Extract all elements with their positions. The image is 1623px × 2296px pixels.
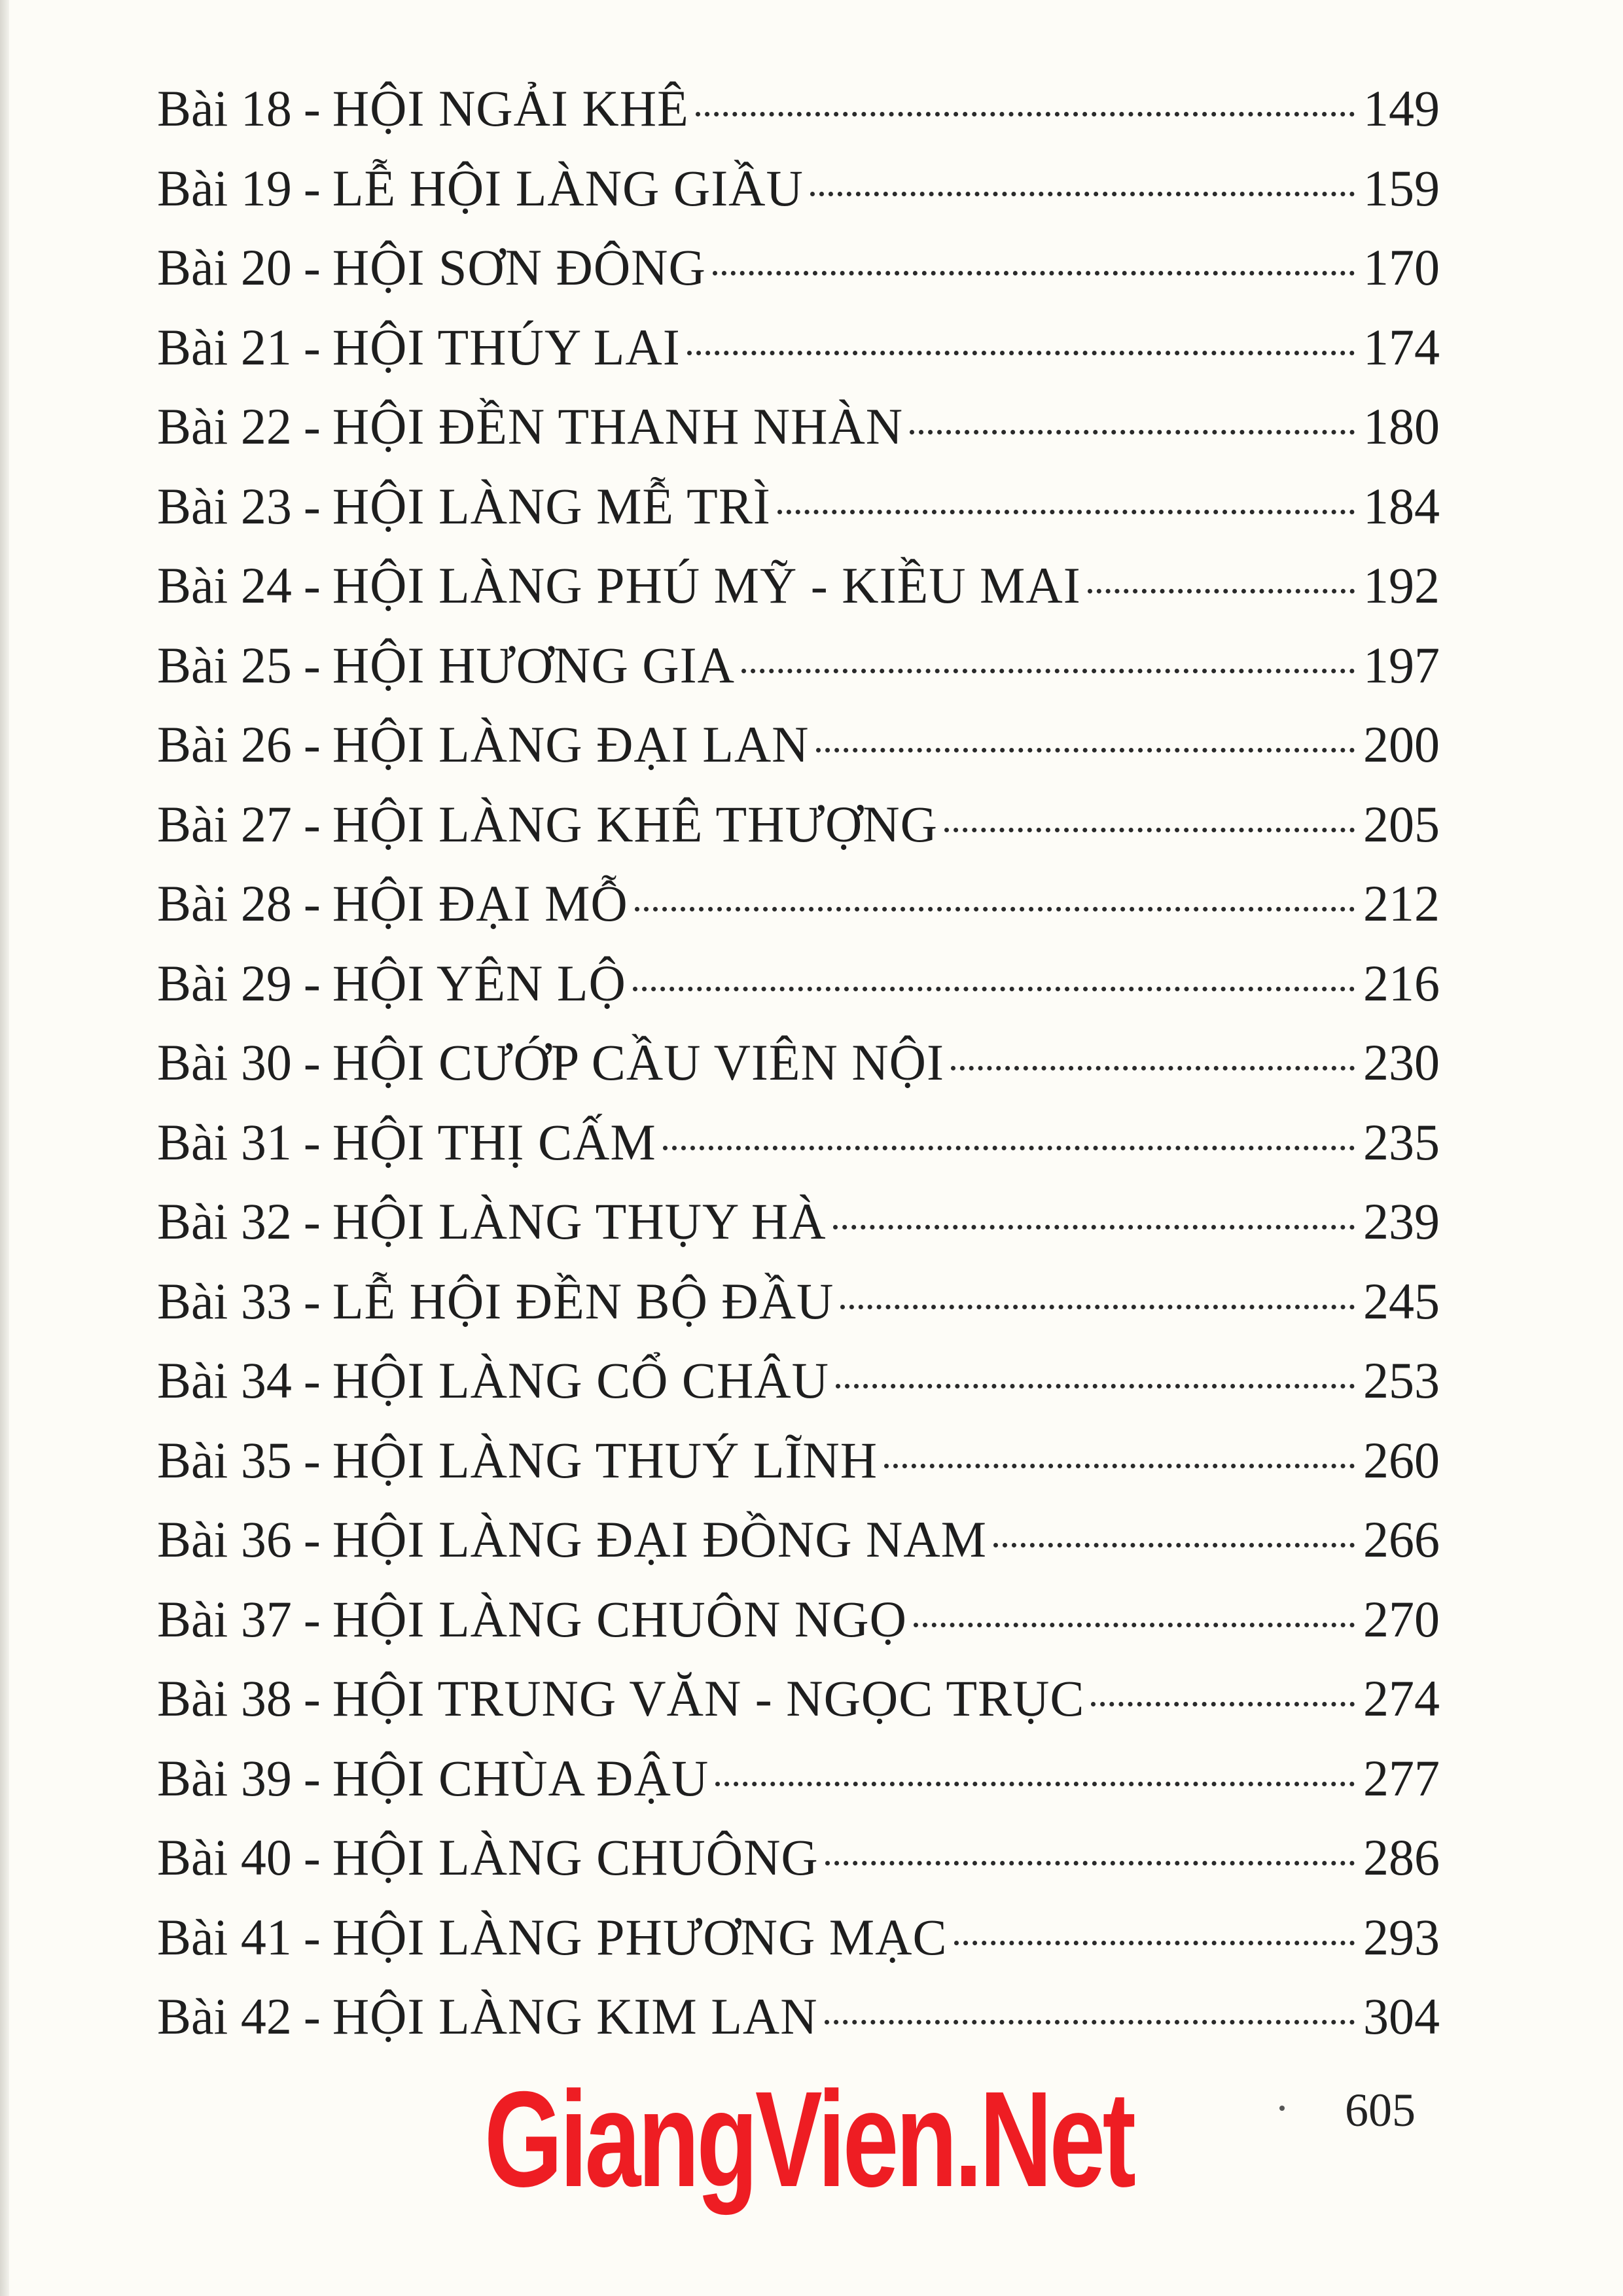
toc-entry bbox=[157, 1421, 1440, 1500]
toc-title: HỘI TRUNG VĂN - NGỌC TRỤC bbox=[332, 1670, 1085, 1727]
toc-title: HỘI NGẢI KHÊ bbox=[332, 80, 689, 137]
toc-lesson-number: Bài 23 bbox=[157, 477, 292, 535]
toc-entry bbox=[157, 1977, 1440, 2057]
toc-title: HỘI SƠN ĐÔNG bbox=[332, 239, 706, 296]
toc-dot-leader bbox=[1091, 1702, 1355, 1706]
toc-title: HỘI LÀNG CỔ CHÂU bbox=[332, 1352, 829, 1409]
toc-page-number: 192 bbox=[1363, 557, 1440, 614]
toc-dot-leader bbox=[635, 907, 1355, 911]
toc-entry bbox=[157, 1739, 1440, 1818]
toc-separator: - bbox=[303, 636, 321, 694]
toc-title: HỘI CƯỚP CẦU VIÊN NỘI bbox=[332, 1034, 944, 1091]
toc-dot-leader bbox=[633, 987, 1355, 991]
toc-separator: - bbox=[303, 1590, 321, 1648]
toc-title: HỘI THÚY LAI bbox=[332, 318, 681, 376]
toc-lesson-number: Bài 18 bbox=[157, 80, 292, 137]
toc-lesson-number: Bài 39 bbox=[157, 1749, 292, 1807]
toc-separator: - bbox=[303, 1193, 321, 1250]
toc-page-number: 239 bbox=[1363, 1193, 1440, 1250]
toc-lesson-number: Bài 27 bbox=[157, 795, 292, 853]
toc-title: HỘI LÀNG MỄ TRÌ bbox=[332, 477, 771, 535]
toc-separator: - bbox=[303, 1829, 321, 1886]
toc-title: HỘI LÀNG CHUÔN NGỌ bbox=[332, 1590, 907, 1648]
toc-page-number: 260 bbox=[1363, 1431, 1440, 1489]
toc-separator: - bbox=[303, 875, 321, 932]
toc-separator: - bbox=[303, 1272, 321, 1330]
toc-title: HỘI LÀNG CHUÔNG bbox=[332, 1829, 819, 1886]
toc-page-number: 180 bbox=[1363, 398, 1440, 455]
toc-dot-leader bbox=[884, 1464, 1355, 1468]
toc-lesson-number: Bài 42 bbox=[157, 1988, 292, 2045]
toc-title: HỘI LÀNG PHƯƠNG MẠC bbox=[332, 1908, 948, 1966]
toc-entry bbox=[157, 1103, 1440, 1182]
toc-lesson-number: Bài 30 bbox=[157, 1034, 292, 1091]
toc-title: HỘI THỊ CẤM bbox=[332, 1113, 656, 1171]
toc-lesson-number: Bài 22 bbox=[157, 398, 292, 455]
toc-page-number: 174 bbox=[1363, 318, 1440, 376]
toc-entry bbox=[157, 864, 1440, 944]
toc-page-number: 170 bbox=[1363, 239, 1440, 296]
toc-dot-leader bbox=[951, 1066, 1355, 1070]
toc-dot-leader bbox=[993, 1543, 1355, 1547]
toc-separator: - bbox=[303, 1988, 321, 2045]
toc-title: HỘI LÀNG ĐẠI LAN bbox=[332, 716, 810, 773]
toc-title: HỘI ĐẠI MỖ bbox=[332, 875, 628, 932]
toc-separator: - bbox=[303, 1352, 321, 1409]
toc-separator: - bbox=[303, 716, 321, 773]
toc-page-number: 216 bbox=[1363, 954, 1440, 1012]
toc-lesson-number: Bài 36 bbox=[157, 1511, 292, 1568]
toc-separator: - bbox=[303, 1113, 321, 1171]
toc-lesson-number: Bài 41 bbox=[157, 1908, 292, 1966]
toc-page-number: 149 bbox=[1363, 80, 1440, 137]
toc-dot-leader bbox=[713, 271, 1355, 275]
toc-lesson-number: Bài 40 bbox=[157, 1829, 292, 1886]
toc-lesson-number: Bài 35 bbox=[157, 1431, 292, 1489]
toc-title: LỄ HỘI LÀNG GIẦU bbox=[332, 159, 804, 217]
toc-entry bbox=[157, 1580, 1440, 1659]
toc-entry bbox=[157, 1023, 1440, 1103]
toc-separator: - bbox=[303, 1431, 321, 1489]
toc-title: HỘI HƯƠNG GIA bbox=[332, 636, 735, 694]
toc-page-number: 184 bbox=[1363, 477, 1440, 535]
toc-page-number: 270 bbox=[1363, 1590, 1440, 1648]
toc-lesson-number: Bài 37 bbox=[157, 1590, 292, 1648]
toc-lesson-number: Bài 19 bbox=[157, 159, 292, 217]
watermark-logo: GiangVien.Net bbox=[484, 2064, 1133, 2216]
toc-dot-leader bbox=[696, 112, 1355, 116]
toc-lesson-number: Bài 24 bbox=[157, 557, 292, 614]
toc-entry bbox=[157, 1341, 1440, 1421]
toc-dot-leader bbox=[825, 2020, 1355, 2024]
toc-lesson-number: Bài 38 bbox=[157, 1670, 292, 1727]
toc-page-number: 205 bbox=[1363, 795, 1440, 853]
toc-lesson-number: Bài 26 bbox=[157, 716, 292, 773]
toc-page-number: 200 bbox=[1363, 716, 1440, 773]
toc-lesson-number: Bài 29 bbox=[157, 954, 292, 1012]
toc-title: HỘI YÊN LỘ bbox=[332, 954, 626, 1012]
toc-dot-leader bbox=[687, 351, 1355, 355]
toc-separator: - bbox=[303, 398, 321, 455]
toc-page-number: 230 bbox=[1363, 1034, 1440, 1091]
toc-separator: - bbox=[303, 1034, 321, 1091]
toc-page-number: 277 bbox=[1363, 1749, 1440, 1807]
page-edge-shadow bbox=[0, 0, 9, 2296]
toc-lesson-number: Bài 34 bbox=[157, 1352, 292, 1409]
toc-page-number: 212 bbox=[1363, 875, 1440, 932]
toc-dot-leader bbox=[833, 1225, 1355, 1229]
toc-separator: - bbox=[303, 477, 321, 535]
toc-title: HỘI LÀNG KHÊ THƯỢNG bbox=[332, 795, 938, 853]
toc-dot-leader bbox=[840, 1305, 1355, 1309]
scan-speck bbox=[1279, 2106, 1285, 2111]
toc-entry bbox=[157, 1898, 1440, 1977]
toc-page-number: 253 bbox=[1363, 1352, 1440, 1409]
toc-lesson-number: Bài 28 bbox=[157, 875, 292, 932]
toc-page-number: 245 bbox=[1363, 1272, 1440, 1330]
toc-dot-leader bbox=[663, 1146, 1355, 1150]
page-number: 605 bbox=[1345, 2084, 1416, 2136]
toc-separator: - bbox=[303, 795, 321, 853]
toc-separator: - bbox=[303, 1670, 321, 1727]
toc-dot-leader bbox=[954, 1941, 1355, 1945]
toc-entry bbox=[157, 149, 1440, 228]
toc-separator: - bbox=[303, 1749, 321, 1807]
toc-dot-leader bbox=[715, 1782, 1355, 1786]
toc-separator: - bbox=[303, 1908, 321, 1966]
toc-dot-leader bbox=[914, 1623, 1355, 1627]
toc-entry bbox=[157, 308, 1440, 387]
toc-dot-leader bbox=[825, 1861, 1355, 1865]
toc-separator: - bbox=[303, 159, 321, 217]
toc-lesson-number: Bài 31 bbox=[157, 1113, 292, 1171]
toc-lesson-number: Bài 20 bbox=[157, 239, 292, 296]
table-of-contents bbox=[157, 69, 1440, 2057]
toc-page-number: 266 bbox=[1363, 1511, 1440, 1568]
toc-dot-leader bbox=[944, 828, 1355, 832]
toc-dot-leader bbox=[777, 510, 1355, 514]
toc-entry bbox=[157, 1659, 1440, 1739]
toc-separator: - bbox=[303, 557, 321, 614]
toc-entry bbox=[157, 228, 1440, 308]
toc-dot-leader bbox=[741, 669, 1355, 673]
toc-dot-leader bbox=[910, 430, 1355, 434]
toc-page-number: 235 bbox=[1363, 1113, 1440, 1171]
toc-page-number: 304 bbox=[1363, 1988, 1440, 2045]
toc-entry bbox=[157, 1818, 1440, 1898]
toc-separator: - bbox=[303, 80, 321, 137]
toc-title: LỄ HỘI ĐỀN BỘ ĐẦU bbox=[332, 1272, 834, 1330]
toc-dot-leader bbox=[1088, 589, 1355, 593]
toc-dot-leader bbox=[810, 192, 1355, 196]
toc-title: HỘI LÀNG PHÚ MỸ - KIỀU MAI bbox=[332, 557, 1081, 614]
toc-entry bbox=[157, 467, 1440, 546]
toc-page-number: 274 bbox=[1363, 1670, 1440, 1727]
toc-title: HỘI CHÙA ĐẬU bbox=[332, 1749, 709, 1807]
toc-lesson-number: Bài 25 bbox=[157, 636, 292, 694]
toc-lesson-number: Bài 21 bbox=[157, 318, 292, 376]
toc-page-number: 197 bbox=[1363, 636, 1440, 694]
toc-entry bbox=[157, 626, 1440, 705]
toc-dot-leader bbox=[836, 1384, 1355, 1388]
toc-entry bbox=[157, 785, 1440, 864]
toc-title: HỘI LÀNG THỤY HÀ bbox=[332, 1193, 827, 1250]
toc-title: HỘI LÀNG KIM LAN bbox=[332, 1988, 818, 2045]
toc-page-number: 286 bbox=[1363, 1829, 1440, 1886]
toc-title: HỘI LÀNG ĐẠI ĐỒNG NAM bbox=[332, 1511, 988, 1568]
toc-entry bbox=[157, 1262, 1440, 1341]
toc-entry bbox=[157, 546, 1440, 626]
toc-title: HỘI ĐỀN THANH NHÀN bbox=[332, 398, 904, 455]
toc-title: HỘI LÀNG THUÝ LĨNH bbox=[332, 1431, 878, 1489]
toc-separator: - bbox=[303, 318, 321, 376]
toc-entry bbox=[157, 69, 1440, 149]
toc-separator: - bbox=[303, 1511, 321, 1568]
toc-entry bbox=[157, 705, 1440, 785]
toc-lesson-number: Bài 33 bbox=[157, 1272, 292, 1330]
toc-lesson-number: Bài 32 bbox=[157, 1193, 292, 1250]
toc-entry bbox=[157, 944, 1440, 1023]
toc-entry bbox=[157, 1500, 1440, 1580]
toc-dot-leader bbox=[816, 748, 1355, 752]
toc-entry bbox=[157, 387, 1440, 467]
toc-separator: - bbox=[303, 954, 321, 1012]
toc-separator: - bbox=[303, 239, 321, 296]
toc-entry bbox=[157, 1182, 1440, 1262]
toc-page-number: 159 bbox=[1363, 159, 1440, 217]
toc-page-number: 293 bbox=[1363, 1908, 1440, 1966]
